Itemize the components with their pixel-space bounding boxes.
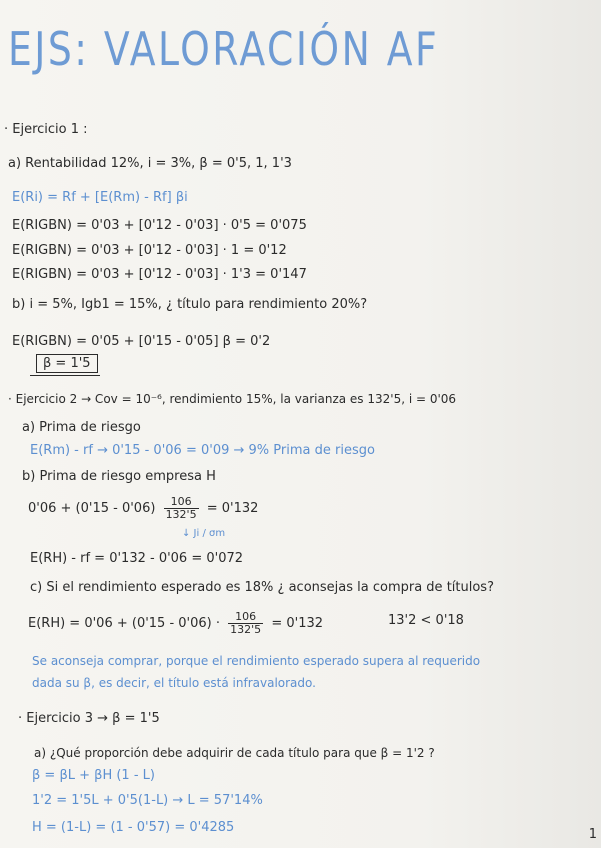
ej2-b-fraction	[164, 496, 199, 521]
ej1-formula: E(Ri) = Rf + [E(Rm) - Rf] βi	[12, 190, 188, 205]
ej2-b-line: b) Prima de riesgo empresa H	[22, 469, 216, 484]
ej2-c-conclusion-2: dada su β, es decir, el título está infravalorado.	[32, 676, 316, 690]
ej1-header: · Ejercicio 1 :	[4, 122, 88, 137]
ej3-header: · Ejercicio 3 → β = 1'5	[18, 711, 160, 726]
ej1-eq1: E(RIGBN) = 0'03 + [0'12 - 0'03] · 0'5 = 0'075	[12, 218, 307, 233]
ej1-result-underline	[30, 375, 100, 376]
ej2-c-eq	[28, 611, 323, 636]
ej1-eq2: E(RIGBN) = 0'03 + [0'12 - 0'03] · 1 = 0'12	[12, 243, 287, 258]
ej2-a-line: a) Prima de riesgo	[22, 420, 141, 435]
page-title: EJS: VALORACIÓN AF	[8, 22, 440, 76]
ej2-c-fraction-num: 106	[228, 611, 263, 624]
ej2-b-eq-left: 0'06 + (0'15 - 0'06)	[28, 501, 156, 516]
ej2-b-eq	[28, 496, 258, 521]
ej2-a-eq: E(Rm) - rf → 0'15 - 0'06 = 0'09 → 9% Prima de riesgo	[30, 443, 375, 458]
ej2-c-conclusion-1: Se aconseja comprar, porque el rendimiento esperado supera al requerido	[32, 654, 481, 668]
ej2-b-fraction-den: 132'5	[165, 508, 197, 521]
ej2-b-eq-right: = 0'132	[206, 501, 259, 516]
ej1-result-box: β = 1'5	[36, 354, 98, 373]
ej2-c-line: c) Si el rendimiento esperado es 18% ¿ aconsejas la compra de títulos?	[30, 580, 494, 595]
ej2-c-eq-left: E(RH) = 0'06 + (0'15 - 0'06) ·	[28, 616, 221, 631]
ej3-eq2: 1'2 = 1'5L + 0'5(1-L) → L = 57'14%	[32, 793, 263, 808]
ej1-eq3: E(RIGBN) = 0'03 + [0'12 - 0'03] · 1'3 = 0'147	[12, 267, 307, 282]
ej2-b-eq2: E(RH) - rf = 0'132 - 0'06 = 0'072	[30, 551, 244, 566]
ej2-b-fraction-num: 106	[164, 496, 199, 509]
ej2-c-fraction	[228, 611, 263, 636]
ej3-eq1: β = βL + βH (1 - L)	[32, 768, 155, 783]
ej2-header: · Ejercicio 2 → Cov = 10⁻⁶, rendimiento 15%, la varianza es 132'5, i = 0'06	[8, 392, 457, 406]
ej1-b-eq: E(RIGBN) = 0'05 + [0'15 - 0'05] β = 0'2	[12, 334, 271, 349]
page-number: 1	[588, 827, 597, 842]
ej2-b-arrow-note: ↓ Ji / σm	[182, 528, 226, 539]
ej1-a-line: a) Rentabilidad 12%, i = 3%, β = 0'5, 1, 1'3	[8, 156, 292, 171]
ej3-eq3: H = (1-L) = (1 - 0'57) = 0'4285	[32, 820, 235, 835]
ej2-c-compare: 13'2 < 0'18	[388, 613, 464, 628]
ej1-b-line: b) i = 5%, Igb1 = 15%, ¿ título para rendimiento 20%?	[12, 297, 368, 312]
ej2-c-eq-right: = 0'132	[271, 616, 324, 631]
ej3-a-line: a) ¿Qué proporción debe adquirir de cada título para que β = 1'2 ?	[34, 746, 435, 760]
ej2-c-fraction-den: 132'5	[230, 623, 262, 636]
